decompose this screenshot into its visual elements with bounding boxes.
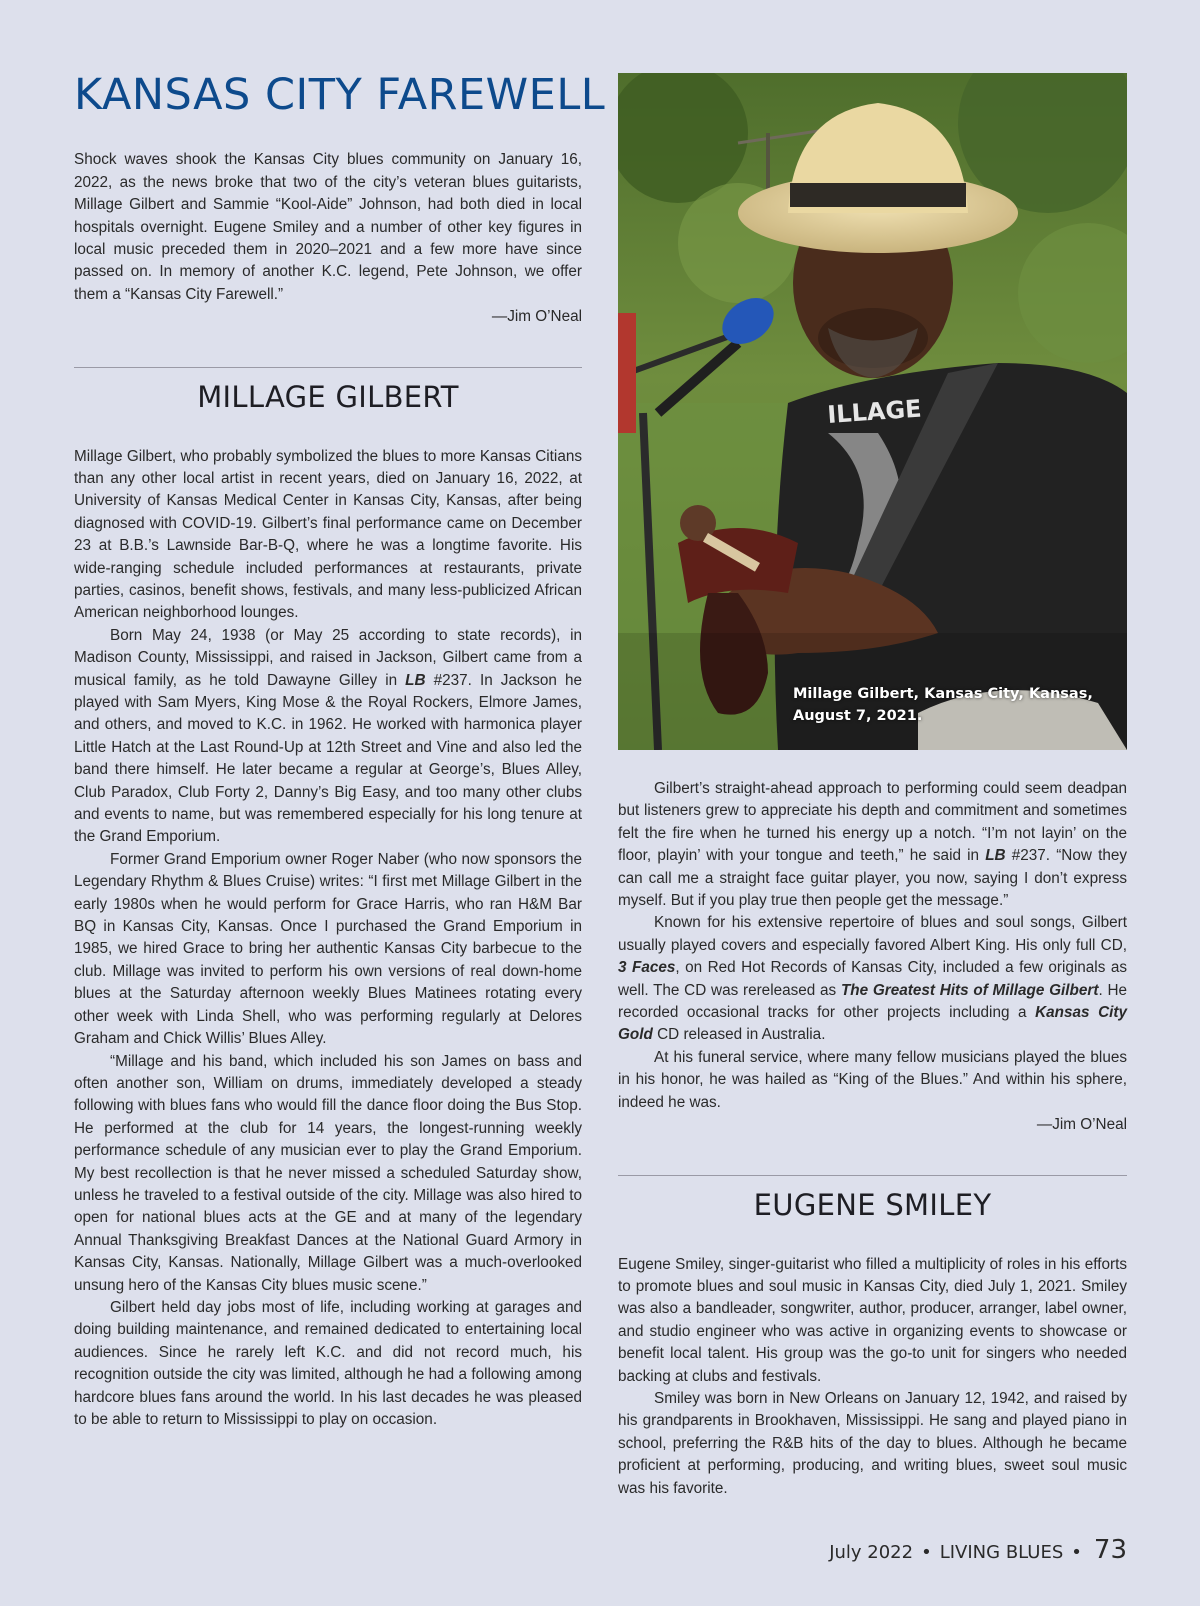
smiley-paragraph-1: Eugene Smiley, singer-guitarist who filled a multiplicity of roles in his efforts to promote blues and soul music in Kansas City, died July 1, 2021. Smiley was also a bandleader, songwriter, author, producer, arranger, label owner, and studio engineer who was active in organizing events to showcase or benefit local talent. His group was the go-to unit for singers who needed backing at clubs and festivals.	[618, 1255, 1127, 1385]
text-run: #237. “Now they can call me a straight face guitar player, you now, saying I don’t express myself. But if you play true then people get the message.”	[618, 847, 1127, 910]
text-run: . He recorded occasional tracks for other projects including a	[618, 981, 1128, 1022]
right-column	[618, 73, 1127, 1500]
magazine-abbrev: LB	[985, 847, 1006, 865]
section-title-smiley: EUGENE SMILEY	[753, 1187, 992, 1222]
footer-separator: •	[921, 1542, 932, 1563]
smiley-paragraph-2: Smiley was born in New Orleans on January 12, 1942, and raised by his grandparents in Brookhaven, Mississippi. He sang and played piano in school, preferring the R&B hits of the day to blues. Although he became proficient at performing, producing, and writing blues, sweet soul music was his favorite.	[618, 1389, 1127, 1497]
magazine-abbrev: LB	[405, 671, 426, 689]
photo-caption	[793, 683, 1113, 727]
issue-date: July 2022	[829, 1542, 914, 1563]
left-column	[74, 60, 606, 1431]
gilbert-photo	[618, 73, 1127, 750]
gilbert-paragraph-8: At his funeral service, where many fellow musicians played the blues in his honor, he was hailed as “King of the Blues.” And within his sphere, indeed he was.	[618, 1048, 1127, 1111]
page-number: 73	[1093, 1535, 1127, 1565]
intro-signature: —Jim O’Neal	[491, 308, 582, 326]
album-title: The Greatest Hits of Millage Gilbert	[840, 981, 1099, 999]
text-run: #237. In Jackson he played with Sam Myers, King Mose & the Royal Rockers, Elmore James, and others, and moved to K.C. in 1962. He worked with harmonica player Little Hatch at the Last Round-Up at 12th Street and Vine and also led the band there himself. He later became a regular at George’s, Blues Alley, Club Paradox, Club Forty 2, Danny’s Big Easy, and too many other clubs and events to name, but was remembered especially for his long tenure at the Grand Emporium.	[74, 671, 582, 846]
album-title: Kansas City Gold	[618, 1004, 1127, 1044]
gilbert-paragraph-4: “Millage and his band, which included his son James on bass and often another son, William on drums, immediately developed a steady following with blues fans who would fill the dance floor doing the Bus Stop. He performed at the club for 14 years, the longest-running weekly performance schedule of any musician ever to play the Grand Emporium. My best recollection is that he never missed a scheduled Saturday show, unless he traveled to a festival outside of the city. Millage was also hired to open for national blues acts at the GE and at many of the legendary Annual Thanksgiving Breakfast Dances at the National Guard Armory in Kansas City, Kansas. Nationally, Millage Gilbert was a much-overlooked unsung hero of the Kansas City blues music scene.”	[74, 1052, 582, 1294]
caption-line: Millage Gilbert, Kansas City, Kansas,	[793, 686, 1093, 702]
album-title: 3 Faces	[618, 959, 676, 977]
gilbert-paragraph-2	[74, 625, 582, 849]
gilbert-paragraph-6	[618, 778, 1127, 912]
text-run: Gilbert’s straight-ahead approach to performing could seem deadpan but listeners grew to appreciate his depth and commitment and sometimes felt the fire when he turned his energy up a notch. “I’m not layin’ on the floor, playin’ with your tongue and teeth,” he said in	[618, 780, 1127, 865]
caption-line: August 7, 2021.	[793, 708, 923, 724]
text-run: Known for his extensive repertoire of blues and soul songs, Gilbert usually played covers and especially favored Albert King. His only full CD,	[618, 914, 1127, 954]
footer-separator: •	[1071, 1542, 1082, 1563]
text-run: , on Red Hot Records of Kansas City, included a few originals as well. The CD was rereleased as	[618, 959, 1127, 999]
text-run: CD released in Australia.	[652, 1026, 826, 1044]
gilbert-paragraph-3: Former Grand Emporium owner Roger Naber (who now sponsors the Legendary Rhythm & Blues Cruise) writes: “I first met Millage Gilbert in the early 1980s when he would perform for Grace Harris, who ran H&M Bar BQ in Kansas City, Kansas. Once I purchased the Grand Emporium in 1985, we hired Grace to bring her authentic Kansas City barbecue to the club. Millage was invited to perform his own versions of real down-home blues at the Saturday afternoon weekly Blues Matinees rotating every other week with Linda Shell, who was performing regularly at Delores Graham and Chick Willis’ Blues Alley.	[74, 850, 582, 1048]
intro-paragraph: Shock waves shook the Kansas City blues community on January 16, 2022, as the news broke that two of the city’s veteran blues guitarists, Millage Gilbert and Sammie “Kool-Aide” Johnson, had both died in local hospitals overnight. Eugene Smiley and a number of other key figures in local music preceded them in 2020–2021 and a few more have since passed on. In memory of another K.C. legend, Pete Johnson, we offer them a “Kansas City Farewell.”	[74, 151, 582, 303]
page-title: KANSAS CITY FAREWELL	[74, 70, 606, 120]
magazine-name: LIVING BLUES	[939, 1542, 1064, 1563]
gilbert-paragraph-1: Millage Gilbert, who probably symbolized the blues to more Kansas Citians than any other local artist in recent years, died on January 16, 2022, at University of Kansas Medical Center in Kansas City, Kansas, after being diagnosed with COVID-19. Gilbert’s final performance came on December 23 at B.B.’s Lawnside Bar-B-Q, where he was a longtime favorite. His wide-ranging schedule included performances at restaurants, private parties, casinos, benefit shows, festivals, and many less-publicized African American neighborhood lounges.	[74, 447, 582, 622]
section-title-gilbert: MILLAGE GILBERT	[197, 379, 459, 414]
gilbert-paragraph-5: Gilbert held day jobs most of life, including working at garages and doing building maintenance, and remained dedicated to entertaining local audiences. Since he rarely left K.C. and did not record much, his recognition outside the city was limited, although he had a following among hardcore blues fans around the world. In his last decades he was pleased to be able to return to Mississippi to play on occasion.	[74, 1298, 582, 1429]
shirt-print: ILLAGE	[826, 394, 923, 429]
section-divider	[74, 367, 582, 368]
gilbert-signature: —Jim O’Neal	[1036, 1116, 1127, 1134]
gilbert-paragraph-7	[618, 912, 1127, 1046]
page-footer	[829, 1535, 1127, 1565]
photo-illustration	[618, 73, 1127, 750]
section-divider	[618, 1175, 1127, 1176]
text-run: Born May 24, 1938 (or May 25 according to state records), in Madison County, Mississippi, and raised in Jackson, Gilbert came from a musical family, as he told Dawayne Gilley in	[74, 626, 582, 689]
